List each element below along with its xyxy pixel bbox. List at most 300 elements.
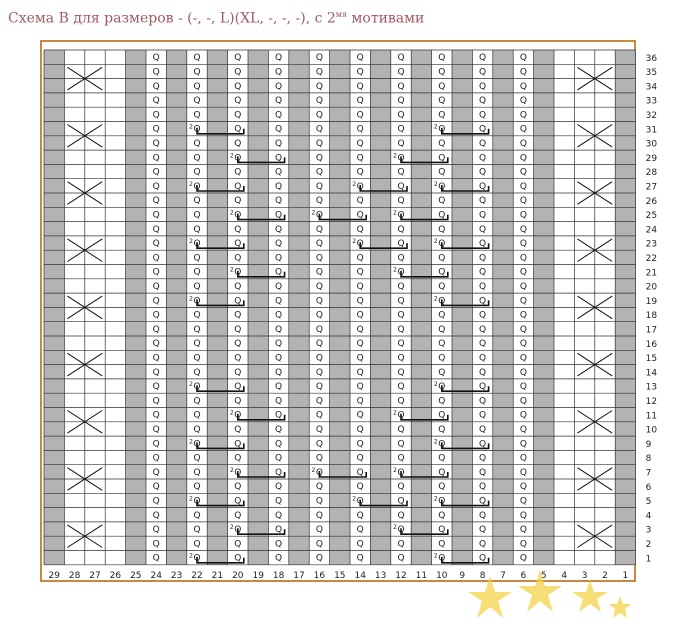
twisted-stitch: Q [438, 110, 446, 121]
twisted-stitch: Q [152, 196, 160, 207]
twisted-stitch: Q [315, 439, 323, 450]
twisted-stitch: Q [315, 510, 323, 521]
chart-title-sup: мя [335, 10, 348, 19]
twisted-stitch: Q [152, 396, 160, 407]
twisted-stitch: Q [356, 96, 364, 107]
twisted-stitch: Q [275, 539, 283, 550]
twisted-stitch: Q [397, 81, 405, 92]
stitch-count: 2 [311, 209, 316, 217]
row-number: 4 [645, 511, 652, 522]
twisted-stitch: Q [356, 224, 364, 235]
star-decoration-icon [470, 566, 630, 624]
twisted-stitch: Q [356, 296, 364, 307]
twisted-stitch: Q [438, 67, 446, 78]
stitch-count: 2 [352, 180, 357, 188]
twisted-stitch: Q [479, 439, 487, 450]
stitch-count: 2 [229, 466, 234, 474]
twisted-stitch: Q [397, 453, 405, 464]
twisted-stitch: Q [479, 53, 487, 64]
twisted-stitch: Q [479, 224, 487, 235]
stitch-count: 2 [229, 209, 234, 217]
twisted-stitch: Q [152, 239, 160, 250]
row-number: 27 [645, 182, 658, 193]
twisted-stitch: Q [152, 253, 160, 264]
twisted-stitch: Q [438, 353, 446, 364]
twisted-stitch: Q [275, 496, 283, 507]
twisted-stitch: Q [519, 167, 527, 178]
twisted-stitch: Q [152, 410, 160, 421]
twisted-stitch: Q [315, 196, 323, 207]
row-number: 14 [645, 368, 658, 379]
row-number: 25 [645, 211, 658, 222]
twisted-stitch: Q [234, 81, 242, 92]
row-number: 28 [645, 168, 658, 179]
twisted-stitch: Q [356, 239, 364, 250]
twisted-stitch: Q [519, 410, 527, 421]
twisted-stitch: Q [275, 525, 283, 536]
twisted-stitch: Q [234, 467, 242, 478]
twisted-stitch: Q [234, 239, 242, 250]
twisted-stitch: Q [438, 496, 446, 507]
column-number: 23 [170, 570, 183, 581]
twisted-stitch: Q [152, 525, 160, 536]
twisted-stitch: Q [438, 96, 446, 107]
twisted-stitch: Q [152, 281, 160, 292]
twisted-stitch: Q [356, 496, 364, 507]
twisted-stitch: Q [234, 510, 242, 521]
twisted-stitch: Q [479, 324, 487, 335]
column-number: 12 [395, 570, 407, 581]
twisted-stitch: Q [438, 510, 446, 521]
twisted-stitch: Q [152, 539, 160, 550]
twisted-stitch: Q [193, 96, 201, 107]
twisted-stitch: Q [152, 96, 160, 107]
twisted-stitch: Q [519, 339, 527, 350]
row-number: 18 [645, 311, 658, 322]
twisted-stitch: Q [315, 396, 323, 407]
twisted-stitch: Q [479, 196, 487, 207]
twisted-stitch: Q [438, 239, 446, 250]
row-number: 20 [645, 282, 658, 293]
twisted-stitch: Q [315, 367, 323, 378]
column-number: 29 [48, 570, 60, 581]
twisted-stitch: Q [479, 482, 487, 493]
twisted-stitch: Q [397, 367, 405, 378]
twisted-stitch: Q [152, 181, 160, 192]
twisted-stitch: Q [234, 124, 242, 135]
row-number: 1 [645, 554, 652, 565]
twisted-stitch: Q [438, 253, 446, 264]
twisted-stitch: Q [234, 525, 242, 536]
twisted-stitch: Q [438, 296, 446, 307]
column-number: 3 [581, 570, 588, 581]
column-number: 9 [459, 570, 466, 581]
stitch-count: 2 [433, 381, 438, 389]
twisted-stitch: Q [479, 539, 487, 550]
twisted-stitch: Q [519, 439, 527, 450]
row-number: 5 [645, 497, 652, 508]
column-number: 14 [354, 570, 366, 581]
twisted-stitch: Q [234, 367, 242, 378]
twisted-stitch: Q [519, 396, 527, 407]
row-number: 3 [645, 525, 652, 536]
twisted-stitch: Q [356, 196, 364, 207]
twisted-stitch: Q [234, 482, 242, 493]
stitch-count: 2 [189, 495, 193, 503]
twisted-stitch: Q [234, 324, 242, 335]
chart-title [8, 10, 424, 27]
twisted-stitch: Q [275, 439, 283, 450]
stitch-count: 2 [229, 409, 234, 417]
twisted-stitch: Q [519, 224, 527, 235]
twisted-stitch: Q [479, 310, 487, 321]
stitch-count: 2 [189, 381, 193, 389]
twisted-stitch: Q [438, 267, 446, 278]
twisted-stitch: Q [519, 539, 527, 550]
twisted-stitch: Q [519, 382, 527, 393]
twisted-stitch: Q [234, 296, 242, 307]
stitch-count: 2 [393, 409, 397, 417]
stitch-count: 2 [189, 123, 193, 131]
twisted-stitch: Q [479, 525, 487, 536]
stitch-count: 2 [229, 524, 234, 532]
twisted-stitch: Q [397, 296, 405, 307]
stitch-count: 2 [189, 552, 193, 560]
twisted-stitch: Q [234, 138, 242, 149]
twisted-stitch: Q [193, 453, 201, 464]
twisted-stitch: Q [193, 539, 201, 550]
twisted-stitch: Q [152, 210, 160, 221]
column-number: 17 [293, 570, 305, 581]
twisted-stitch: Q [315, 310, 323, 321]
twisted-stitch: Q [275, 267, 283, 278]
column-number: 22 [191, 570, 203, 581]
twisted-stitch: Q [356, 367, 364, 378]
twisted-stitch: Q [315, 181, 323, 192]
twisted-stitch: Q [397, 281, 405, 292]
twisted-stitch: Q [193, 353, 201, 364]
twisted-stitch: Q [356, 67, 364, 78]
twisted-stitch: Q [356, 482, 364, 493]
twisted-stitch: Q [397, 96, 405, 107]
twisted-stitch: Q [519, 453, 527, 464]
twisted-stitch: Q [479, 296, 487, 307]
twisted-stitch: Q [438, 382, 446, 393]
twisted-stitch: Q [152, 467, 160, 478]
twisted-stitch: Q [479, 153, 487, 164]
twisted-stitch: Q [193, 482, 201, 493]
twisted-stitch: Q [519, 138, 527, 149]
twisted-stitch: Q [397, 110, 405, 121]
twisted-stitch: Q [479, 367, 487, 378]
twisted-stitch: Q [519, 467, 527, 478]
twisted-stitch: Q [356, 382, 364, 393]
column-number: 16 [313, 570, 326, 581]
twisted-stitch: Q [356, 281, 364, 292]
twisted-stitch: Q [397, 510, 405, 521]
twisted-stitch: Q [152, 382, 160, 393]
twisted-stitch: Q [193, 110, 201, 121]
twisted-stitch: Q [275, 110, 283, 121]
row-number: 22 [645, 254, 658, 264]
twisted-stitch: Q [193, 138, 201, 149]
twisted-stitch: Q [479, 96, 487, 107]
twisted-stitch: Q [438, 153, 446, 164]
column-number: 24 [150, 570, 162, 581]
twisted-stitch: Q [315, 138, 323, 149]
twisted-stitch: Q [356, 525, 364, 536]
twisted-stitch: Q [356, 138, 364, 149]
stitch-count: 2 [189, 238, 193, 246]
knitting-chart-frame [40, 40, 658, 582]
twisted-stitch: Q [275, 281, 283, 292]
twisted-stitch: Q [275, 224, 283, 235]
twisted-stitch: Q [234, 453, 242, 464]
twisted-stitch: Q [397, 267, 405, 278]
twisted-stitch: Q [519, 267, 527, 278]
column-number: 1 [622, 570, 629, 581]
twisted-stitch: Q [275, 382, 283, 393]
twisted-stitch: Q [152, 324, 160, 335]
twisted-stitch: Q [519, 67, 527, 78]
twisted-stitch: Q [193, 239, 201, 250]
twisted-stitch: Q [234, 539, 242, 550]
twisted-stitch: Q [397, 67, 405, 78]
stitch-count: 2 [229, 266, 234, 274]
twisted-stitch: Q [152, 124, 160, 135]
chart-title-main: Схема B для размеров - (-, -, L)(XL, -, -, -), с 2 [8, 10, 336, 27]
twisted-stitch: Q [315, 281, 323, 292]
twisted-stitch: Q [315, 253, 323, 264]
twisted-stitch: Q [275, 310, 283, 321]
twisted-stitch: Q [438, 196, 446, 207]
twisted-stitch: Q [193, 310, 201, 321]
twisted-stitch: Q [397, 539, 405, 550]
twisted-stitch: Q [438, 410, 446, 421]
twisted-stitch: Q [356, 210, 364, 221]
twisted-stitch: Q [438, 453, 446, 464]
twisted-stitch: Q [234, 181, 242, 192]
twisted-stitch: Q [519, 96, 527, 107]
stitch-count: 2 [433, 180, 438, 188]
stitch-count: 2 [229, 152, 234, 160]
twisted-stitch: Q [479, 124, 487, 135]
twisted-stitch: Q [315, 410, 323, 421]
twisted-stitch: Q [275, 453, 283, 464]
twisted-stitch: Q [356, 253, 364, 264]
twisted-stitch: Q [193, 267, 201, 278]
twisted-stitch: Q [479, 281, 487, 292]
twisted-stitch: Q [438, 53, 446, 64]
twisted-stitch: Q [397, 138, 405, 149]
stitch-count: 2 [433, 123, 438, 131]
twisted-stitch: Q [234, 310, 242, 321]
twisted-stitch: Q [193, 339, 201, 350]
twisted-stitch: Q [397, 153, 405, 164]
twisted-stitch: Q [397, 210, 405, 221]
twisted-stitch: Q [193, 382, 201, 393]
row-number: 13 [645, 382, 658, 393]
twisted-stitch: Q [315, 239, 323, 250]
twisted-stitch: Q [519, 353, 527, 364]
twisted-stitch: Q [152, 453, 160, 464]
twisted-stitch: Q [152, 153, 160, 164]
twisted-stitch: Q [234, 410, 242, 421]
twisted-stitch: Q [315, 324, 323, 335]
row-number: 12 [645, 397, 658, 407]
stitch-count: 2 [311, 466, 316, 474]
row-number: 8 [645, 454, 652, 465]
twisted-stitch: Q [193, 410, 201, 421]
twisted-stitch: Q [356, 353, 364, 364]
twisted-stitch: Q [152, 110, 160, 121]
twisted-stitch: Q [356, 110, 364, 121]
column-number: 2 [602, 570, 608, 581]
twisted-stitch: Q [397, 353, 405, 364]
twisted-stitch: Q [315, 96, 323, 107]
twisted-stitch: Q [479, 510, 487, 521]
twisted-stitch: Q [356, 553, 364, 564]
twisted-stitch: Q [193, 324, 201, 335]
knitting-chart [42, 42, 658, 581]
twisted-stitch: Q [519, 510, 527, 521]
column-number: 26 [109, 570, 122, 581]
twisted-stitch: Q [315, 424, 323, 435]
twisted-stitch: Q [397, 339, 405, 350]
twisted-stitch: Q [397, 410, 405, 421]
twisted-stitch: Q [479, 253, 487, 264]
twisted-stitch: Q [356, 510, 364, 521]
twisted-stitch: Q [275, 253, 283, 264]
stitch-count: 2 [352, 495, 357, 503]
twisted-stitch: Q [275, 482, 283, 493]
column-number: 15 [334, 570, 346, 581]
twisted-stitch: Q [152, 267, 160, 278]
twisted-stitch: Q [519, 196, 527, 207]
twisted-stitch: Q [315, 167, 323, 178]
twisted-stitch: Q [438, 396, 446, 407]
twisted-stitch: Q [356, 439, 364, 450]
twisted-stitch: Q [356, 410, 364, 421]
twisted-stitch: Q [193, 124, 201, 135]
stitch-count: 2 [189, 180, 193, 188]
twisted-stitch: Q [193, 367, 201, 378]
twisted-stitch: Q [397, 553, 405, 564]
twisted-stitch: Q [234, 224, 242, 235]
twisted-stitch: Q [438, 539, 446, 550]
twisted-stitch: Q [152, 81, 160, 92]
twisted-stitch: Q [193, 296, 201, 307]
twisted-stitch: Q [438, 124, 446, 135]
twisted-stitch: Q [193, 53, 201, 64]
twisted-stitch: Q [193, 153, 201, 164]
twisted-stitch: Q [397, 396, 405, 407]
row-number: 19 [645, 296, 658, 307]
twisted-stitch: Q [193, 496, 201, 507]
twisted-stitch: Q [234, 253, 242, 264]
twisted-stitch: Q [356, 153, 364, 164]
twisted-stitch: Q [479, 181, 487, 192]
twisted-stitch: Q [479, 382, 487, 393]
twisted-stitch: Q [234, 67, 242, 78]
row-number: 16 [645, 339, 658, 350]
stitch-count: 2 [433, 238, 438, 246]
row-number: 24 [645, 225, 658, 236]
twisted-stitch: Q [479, 110, 487, 121]
twisted-stitch: Q [275, 510, 283, 521]
stitch-count: 2 [393, 209, 397, 217]
twisted-stitch: Q [356, 181, 364, 192]
column-number: 18 [272, 570, 285, 581]
twisted-stitch: Q [275, 324, 283, 335]
twisted-stitch: Q [152, 424, 160, 435]
column-number: 5 [540, 570, 547, 581]
row-number: 10 [645, 425, 658, 436]
twisted-stitch: Q [397, 310, 405, 321]
twisted-stitch: Q [152, 167, 160, 178]
twisted-stitch: Q [479, 424, 487, 435]
twisted-stitch: Q [315, 453, 323, 464]
twisted-stitch: Q [275, 296, 283, 307]
twisted-stitch: Q [397, 239, 405, 250]
column-number: 4 [561, 570, 568, 581]
twisted-stitch: Q [397, 467, 405, 478]
twisted-stitch: Q [356, 267, 364, 278]
twisted-stitch: Q [275, 124, 283, 135]
twisted-stitch: Q [193, 196, 201, 207]
twisted-stitch: Q [519, 525, 527, 536]
twisted-stitch: Q [275, 239, 283, 250]
twisted-stitch: Q [275, 210, 283, 221]
twisted-stitch: Q [397, 167, 405, 178]
twisted-stitch: Q [356, 396, 364, 407]
row-number: 31 [645, 125, 658, 136]
twisted-stitch: Q [315, 67, 323, 78]
twisted-stitch: Q [438, 439, 446, 450]
stitch-count: 2 [393, 152, 397, 160]
twisted-stitch: Q [479, 553, 487, 564]
twisted-stitch: Q [152, 310, 160, 321]
twisted-stitch: Q [193, 510, 201, 521]
twisted-stitch: Q [397, 124, 405, 135]
stitch-count: 2 [393, 466, 397, 474]
twisted-stitch: Q [397, 424, 405, 435]
twisted-stitch: Q [275, 467, 283, 478]
row-number: 26 [645, 196, 658, 207]
twisted-stitch: Q [315, 53, 323, 64]
twisted-stitch: Q [356, 81, 364, 92]
twisted-stitch: Q [234, 281, 242, 292]
column-number: 8 [479, 570, 486, 581]
twisted-stitch: Q [479, 267, 487, 278]
twisted-stitch: Q [356, 124, 364, 135]
twisted-stitch: Q [479, 467, 487, 478]
twisted-stitch: Q [438, 553, 446, 564]
row-number: 36 [645, 53, 658, 64]
twisted-stitch: Q [479, 210, 487, 221]
column-number: 7 [500, 570, 506, 581]
twisted-stitch: Q [356, 467, 364, 478]
twisted-stitch: Q [356, 453, 364, 464]
twisted-stitch: Q [519, 482, 527, 493]
twisted-stitch: Q [438, 281, 446, 292]
row-number: 35 [645, 68, 658, 79]
twisted-stitch: Q [519, 153, 527, 164]
twisted-stitch: Q [315, 124, 323, 135]
twisted-stitch: Q [438, 181, 446, 192]
twisted-stitch: Q [315, 339, 323, 350]
twisted-stitch: Q [479, 396, 487, 407]
